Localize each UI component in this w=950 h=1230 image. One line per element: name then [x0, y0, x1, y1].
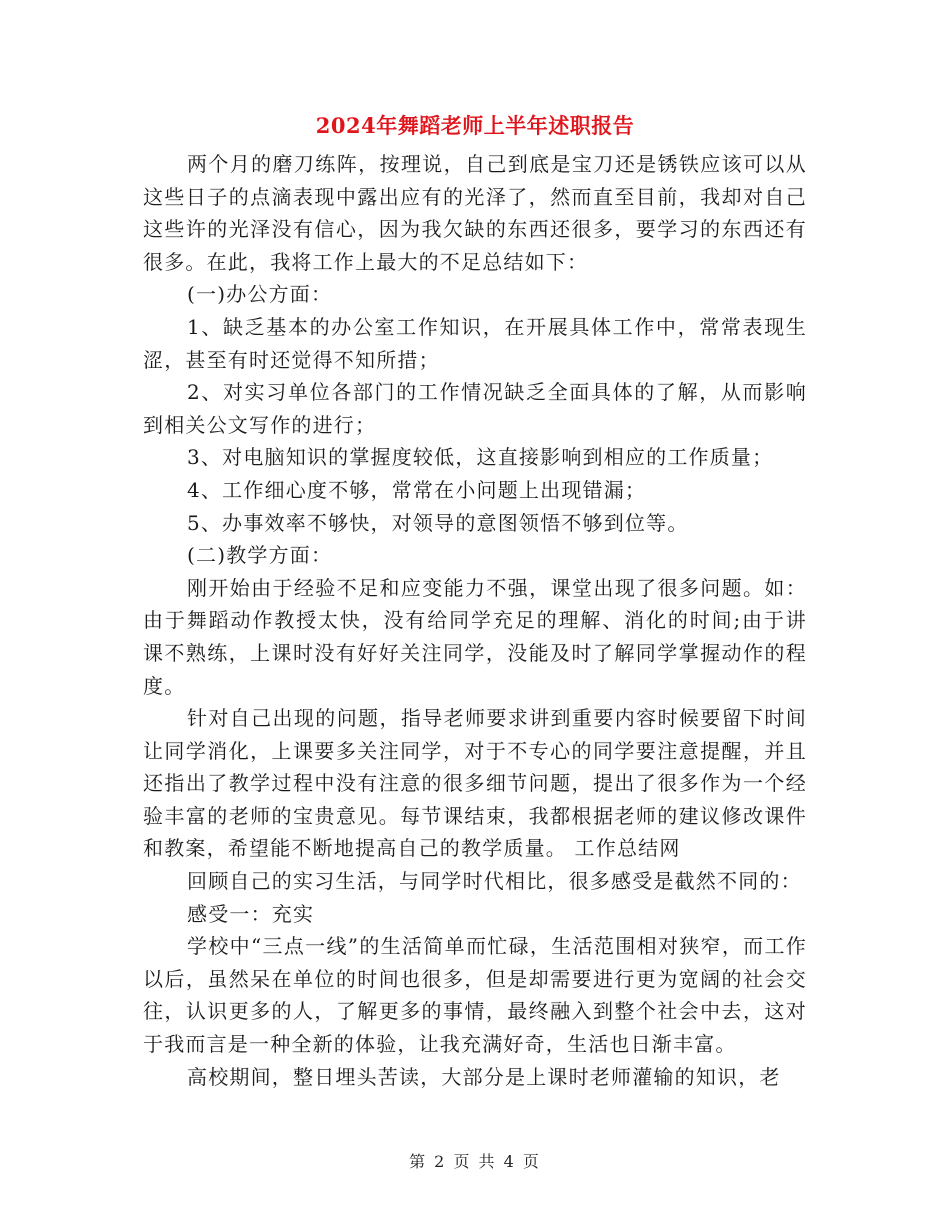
paragraph: 学校中“三点一线”的生活简单而忙碌，生活范围相对狭窄，而工作以后，虽然呆在单位的时间也很多，但是却需要进行更为宽阔的社会交往，认识更多的人，了解更多的事情，最终融入到整个社会中去，这对于我而言是一种全新的体验，让我充满好奇，生活也日渐丰富。 — [143, 934, 807, 1057]
list-item: 2、对实习单位各部门的工作情况缺乏全面具体的了解，从而影响到相关公文写作的进行； — [143, 380, 807, 437]
list-item: 5、办事效率不够快，对领导的意图领悟不够到位等。 — [187, 510, 689, 535]
subheading-feeling-one: 感受一：充实 — [187, 901, 315, 926]
list-item: 3、对电脑知识的掌握度较低，这直接影响到相应的工作质量； — [187, 445, 774, 470]
list-item: 4、工作细心度不够，常常在小问题上出现错漏； — [187, 477, 647, 502]
document-title: 2024年舞蹈老师上半年述职报告 — [315, 113, 635, 138]
document-body — [143, 148, 807, 1093]
paragraph: 两个月的磨刀练阵，按理说，自己到底是宝刀还是锈铁应该可以从这些日子的点滴表现中露出应有的光泽了，然而直至目前，我却对自己这些许的光泽没有信心，因为我欠缺的东西还很多，要学习的东西还有很多。在此，我将工作上最大的不足总结如下： — [143, 152, 807, 274]
section-heading-teaching: (二)教学方面： — [187, 543, 333, 568]
paragraph: 回顾自己的实习生活，与同学时代相比，很多感受是截然不同的： — [187, 869, 802, 894]
paragraph: 针对自己出现的问题，指导老师要求讲到重要内容时候要留下时间让同学消化，上课要多关注同学，对于不专心的同学要注意提醒，并且还指出了教学过程中没有注意的很多细节问题，提出了很多作为一个经验丰富的老师的宝贵意见。每节课结束，我都根据老师的建议修改课件和教案，希望能不断地提高自己的教学质量。 工作总结网 — [143, 706, 807, 861]
page-number-footer: 第 2 页 共 4 页 — [409, 1152, 541, 1171]
list-item: 1、缺乏基本的办公室工作知识，在开展具体工作中，常常表现生涩，甚至有时还觉得不知所措； — [143, 314, 807, 372]
paragraph: 高校期间，整日埋头苦读，大部分是上课时老师灌输的知识，老 — [187, 1064, 781, 1089]
section-heading-office: (一)办公方面： — [187, 282, 333, 307]
paragraph: 刚开始由于经验不足和应变能力不强，课堂出现了很多问题。如：由于舞蹈动作教授太快，没有给同学充足的理解、消化的时间;由于讲课不熟练，上课时没有好好关注同学，没能及时了解同学掌握动作的程度。 — [143, 575, 807, 698]
